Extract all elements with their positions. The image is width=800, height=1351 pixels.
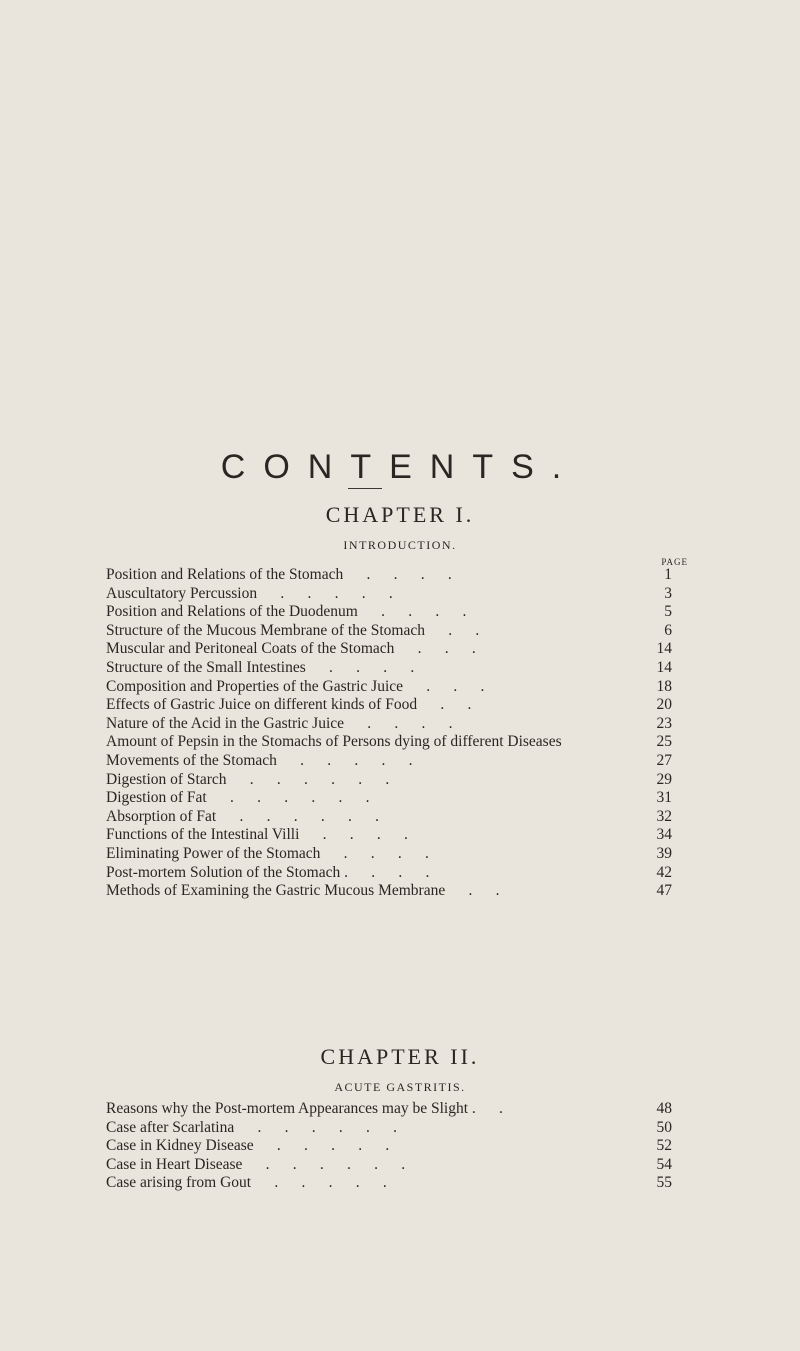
toc-entry [106,864,672,883]
toc-entry-title: Methods of Examining the Gastric Mucous Membrane . . [106,882,500,900]
toc-entry [106,715,672,734]
toc-entry-page: 32 [656,807,672,825]
toc-entry-title: Position and Relations of the Duodenum . . . . [106,603,467,621]
toc-entry-title: Muscular and Peritoneal Coats of the Stomach . . . [106,640,476,658]
toc-entry-page: 39 [656,844,672,862]
toc-entry-title: Absorption of Fat . . . . . . [106,807,379,825]
toc-entry-page: 48 [656,1100,672,1117]
toc-entry-title: Functions of the Intestinal Villi . . . . [106,826,408,844]
toc-entry-page: 31 [656,789,672,807]
toc-entry-title: Case after Scarlatina . . . . . . [106,1118,397,1136]
toc-entry [106,752,672,771]
toc-entry-title: Nature of the Acid in the Gastric Juice . . . . [106,714,453,732]
toc-entry-title: Movements of the Stomach . . . . . [106,751,413,769]
toc-entry-title: Post-mortem Solution of the Stomach . . . . [106,863,430,881]
toc-entry [106,845,672,864]
toc-entry [106,733,672,752]
toc-entry [106,771,672,790]
chapter-2-entries [106,1100,672,1193]
toc-entry [106,808,672,827]
toc-entry [106,1156,672,1175]
toc-entry-title: Eliminating Power of the Stomach . . . . [106,844,429,862]
toc-entry [106,826,672,845]
chapter-1-subtitle: INTRODUCTION. [343,538,457,552]
toc-entry-title: Digestion of Starch . . . . . . [106,770,390,788]
toc-entry [106,1119,672,1138]
toc-entry [106,640,672,659]
toc-entry [106,1100,672,1119]
toc-entry-title: Case in Heart Disease . . . . . . [106,1155,406,1173]
chapter-2-subtitle: ACUTE GASTRITIS. [334,1080,466,1094]
toc-entry-page: 23 [656,714,672,732]
toc-entry-title: Effects of Gastric Juice on different kinds of Food . . [106,696,472,714]
toc-entry [106,696,672,715]
heading-rule [348,488,382,489]
toc-entry-page: 20 [656,696,672,714]
toc-entry-page: 34 [656,826,672,844]
toc-entry-page: 47 [656,882,672,900]
toc-entry-title: Position and Relations of the Stomach . . . . [106,566,452,583]
toc-entry-page: 42 [656,863,672,881]
toc-entry-title: Digestion of Fat . . . . . . [106,789,370,807]
toc-entry-page: 14 [656,658,672,676]
toc-entry-title: Reasons why the Post-mortem Appearances may be Slight . . [106,1100,503,1117]
contents-heading: CONTENTS. [220,448,580,486]
toc-entry-page: 18 [656,677,672,695]
toc-entry-page: 25 [656,733,672,751]
toc-entry-page: 50 [656,1118,672,1136]
toc-entry-title: Structure of the Small Intestines . . . . [106,658,415,676]
toc-entry-title: Case arising from Gout . . . . . [106,1174,387,1192]
toc-entry-page: 6 [664,621,672,639]
page-column-label: PAGE [661,557,688,567]
toc-entry-page: 27 [656,751,672,769]
toc-entry-page: 14 [656,640,672,658]
toc-entry-page: 54 [656,1155,672,1173]
toc-entry [106,1137,672,1156]
toc-entry-page: 52 [656,1137,672,1155]
toc-entry [106,585,672,604]
chapter-1-entries [106,566,672,901]
toc-entry-page: 29 [656,770,672,788]
toc-entry [106,1174,672,1193]
toc-entry [106,882,672,901]
toc-entry [106,603,672,622]
chapter-1-heading: CHAPTER I. [325,502,475,527]
toc-entry [106,659,672,678]
toc-entry [106,789,672,808]
toc-entry [106,622,672,641]
toc-entry-page: 3 [664,584,672,602]
toc-entry-title: Auscultatory Percussion . . . . . [106,584,393,602]
toc-entry-title: Amount of Pepsin in the Stomachs of Persons dying of different Diseases [106,733,562,751]
chapter-2-heading: CHAPTER II. [320,1044,480,1069]
toc-entry-title: Composition and Properties of the Gastric Juice . . . [106,677,485,695]
toc-entry-title: Case in Kidney Disease . . . . . [106,1137,390,1155]
toc-entry [106,566,672,585]
toc-entry-page: 5 [664,603,672,621]
toc-entry-page: 55 [656,1174,672,1192]
toc-entry [106,678,672,697]
toc-entry-title: Structure of the Mucous Membrane of the Stomach . . [106,621,480,639]
toc-entry-page: 1 [664,566,672,583]
